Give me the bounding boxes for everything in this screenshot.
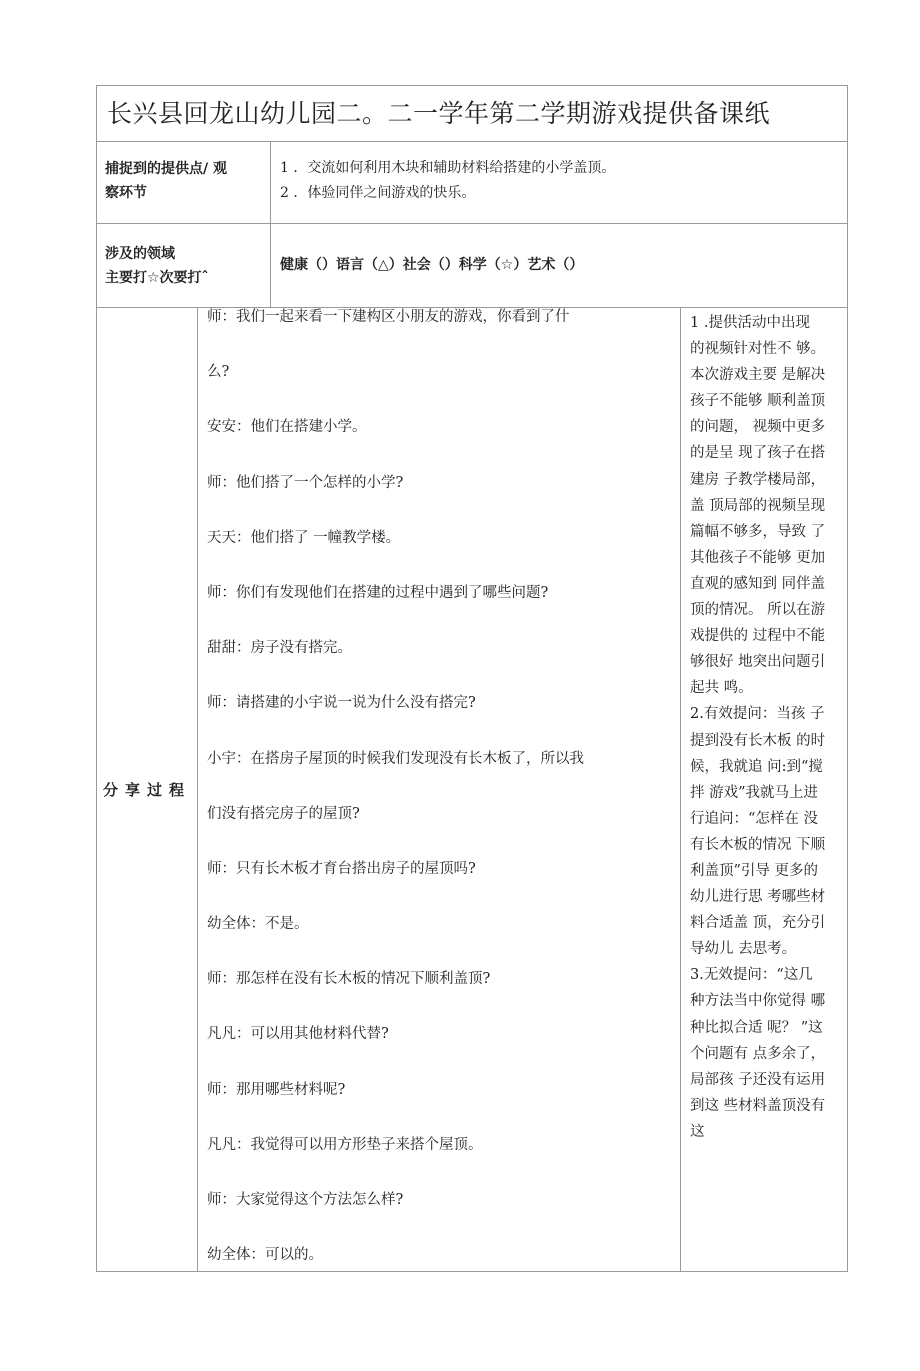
note-line: 局部孩 子还没有运用	[690, 1071, 826, 1088]
dialogue-line: 凡凡：可以用其他材料代替?	[207, 1026, 389, 1043]
dialogue-line: 师：他们搭了一个怎样的小学?	[207, 474, 404, 491]
dialogue-line: 幼全体：不是。	[207, 916, 309, 933]
note-line: 戏提供的 过程中不能	[690, 628, 826, 645]
note-line: 3.无效提问：“这几	[690, 967, 813, 984]
note-line: 种比拟合适 呢？ ”这	[690, 1019, 823, 1036]
note-line: 个问题有 点多余了，	[690, 1045, 826, 1062]
note-line: 的视频针对性不 够。	[690, 341, 826, 358]
capture-label-line: 捕捉到的提供点/ 观	[105, 161, 227, 177]
dialogue-column	[198, 308, 681, 1271]
capture-item: 1 ．交流如何利用木块和辅助材料给搭建的小学盖顶。	[280, 160, 616, 176]
lesson-plan-sheet	[96, 85, 848, 1272]
dialogue-line: 甜甜：房子没有搭完。	[207, 640, 352, 657]
dialogue-line: 师：请搭建的小宇说一说为什么没有搭完?	[207, 695, 476, 712]
dialogue-line: 小宇：在搭房子屋顶的时候我们发现没有长木板了，所以我	[207, 750, 584, 767]
dialogue-line: 幼全体：可以的。	[207, 1247, 323, 1264]
note-line: 拌 游戏”我就马上进	[690, 784, 819, 801]
dialogue-line: 师：你们有发现他们在搭建的过程中遇到了哪些问题?	[207, 584, 549, 601]
note-line: 候，我就追 问:到“搅	[690, 758, 823, 775]
note-line: 有长木板的情况 下顺	[690, 836, 826, 853]
note-line: 顶的情况。 所以在游	[690, 602, 826, 619]
note-line: 2.有效提问：当孩 子	[690, 706, 825, 723]
dialogue-line: 师：我们一起来看一下建构区小朋友的游戏，你看到了什	[207, 309, 570, 325]
note-line: 建房 子教学楼局部，	[690, 471, 826, 488]
dialogue-line: 师：那怎样在没有长木板的情况下顺利盖顶?	[207, 971, 491, 988]
dialogue-line: 师：只有长木板才育台搭出房子的屋顶吗?	[207, 860, 476, 877]
page-title: 长兴县回龙山幼儿园二。二一学年第二学期游戏提供备课纸	[97, 86, 847, 142]
dialogue-line: 师：大家觉得这个方法怎么样?	[207, 1192, 404, 1208]
note-line: 幼儿进行思 考哪些材	[690, 889, 826, 906]
capture-content	[271, 142, 847, 223]
domains-value: 健康（）语言（△）社会（）科学（☆）艺术（）	[280, 257, 584, 273]
dialogue-line: 安安：他们在搭建小学。	[207, 419, 367, 436]
note-line: 料合适盖 顶，充分引	[690, 915, 826, 932]
domains-row	[97, 224, 847, 308]
domains-label-line: 主要打☆次要打ˆ	[105, 270, 209, 286]
domains-label-line: 涉及的领域	[105, 246, 175, 262]
domains-label	[97, 224, 271, 307]
note-line: 提到没有长木板 的时	[690, 732, 826, 749]
note-line: 种方法当中你觉得 哪	[690, 993, 826, 1010]
dialogue-line: 么?	[207, 364, 230, 381]
note-line: 起共 鸣。	[690, 680, 753, 697]
note-line: 的问题， 视频中更多	[690, 419, 826, 436]
note-line: 其他孩子不能够 更加	[690, 549, 826, 566]
capture-row	[97, 142, 847, 224]
note-line: 这	[690, 1123, 705, 1140]
note-line: 够很好 地突出问题引	[690, 654, 826, 671]
note-line: 篇幅不够多，导致 了	[690, 523, 826, 540]
note-line: 的是呈 现了孩子在搭	[690, 445, 826, 462]
note-line: 行追问：“怎样在 没	[690, 810, 819, 827]
reflection-notes	[681, 308, 847, 1271]
dialogue-line: 们没有搭完房子的屋顶?	[207, 805, 360, 822]
share-process-label: 分享过程	[97, 308, 198, 1271]
note-line: 本次游戏主要 是解决	[690, 367, 826, 384]
capture-item: 2 ．体验同伴之间游戏的快乐。	[280, 185, 476, 201]
note-line: 利盖顶”引导 更多的	[690, 862, 819, 879]
note-line: 1 .提供活动中出现	[690, 315, 810, 331]
note-line: 盖 顶局部的视频呈现	[690, 497, 826, 514]
note-line: 到这 些材料盖顶没有	[690, 1097, 826, 1114]
dialogue-line: 天天：他们搭了 一幢教学楼。	[207, 529, 401, 546]
dialogue-line: 凡凡：我觉得可以用方形垫子来搭个屋顶。	[207, 1136, 483, 1153]
dialogue-line: 师：那用哪些材料呢?	[207, 1081, 346, 1098]
capture-label-line: 察环节	[105, 185, 147, 201]
capture-label	[97, 142, 271, 223]
note-line: 孩子不能够 顺利盖顶	[690, 393, 826, 410]
note-line: 导幼儿 去思考。	[690, 941, 797, 958]
note-line: 直观的感知到 同伴盖	[690, 575, 826, 592]
